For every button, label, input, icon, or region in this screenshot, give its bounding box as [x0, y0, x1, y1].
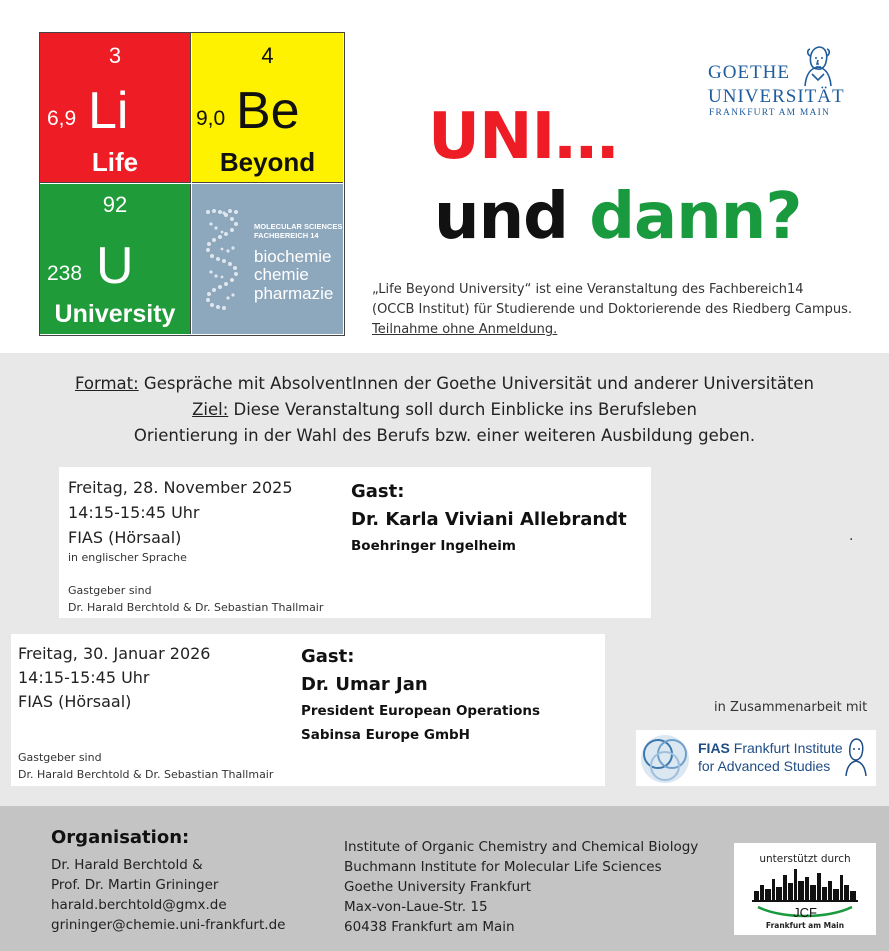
cooperation-label: in Zusammenarbeit mit — [714, 700, 868, 715]
goethe-name: GOETHE — [708, 62, 790, 83]
fias-portrait-icon — [840, 736, 872, 778]
element-symbol: Be — [236, 82, 300, 140]
registration-note: Teilnahme ohne Anmeldung. — [372, 322, 558, 337]
headline-dann: dann? — [589, 180, 802, 254]
address-line: Goethe University Frankfurt — [344, 879, 531, 895]
event-date: Freitag, 28. November 2025 — [68, 478, 293, 497]
event-place: FIAS (Hörsaal) — [68, 528, 182, 547]
element-word: University — [54, 300, 176, 328]
address-line: Institute of Organic Chemistry and Chemical Biology — [344, 839, 699, 855]
headline-und-dann — [434, 180, 801, 254]
element-cell-li — [40, 33, 191, 183]
event-time: 14:15-15:45 Uhr — [18, 668, 150, 687]
atomic-mass: 9,0 — [196, 107, 226, 130]
atomic-number: 4 — [261, 43, 274, 68]
hosts-label: Gastgeber sind — [18, 751, 102, 764]
event-date: Freitag, 30. Januar 2026 — [18, 644, 211, 663]
address-line: 60438 Frankfurt am Main — [344, 919, 515, 935]
bio-words: biochemie chemie pharmazie — [254, 247, 334, 303]
hosts-names: Dr. Harald Berchtold & Dr. Sebastian Thallmair — [18, 768, 274, 781]
atomic-number: 92 — [102, 192, 128, 217]
goethe-portrait-icon — [797, 44, 839, 88]
guest-company: Sabinsa Europe GmbH — [301, 727, 470, 743]
jcf-sponsor-logo — [734, 843, 876, 935]
organisation-line: Dr. Harald Berchtold & — [51, 857, 203, 873]
dna-helix-icon — [202, 206, 242, 311]
event-place: FIAS (Hörsaal) — [18, 692, 132, 711]
address-line: Max-von-Laue-Str. 15 — [344, 899, 488, 915]
jcf-skyline-icon — [752, 867, 858, 923]
periodic-table-logo — [39, 32, 345, 336]
guest-name: Dr. Karla Viviani Allebrandt — [351, 509, 627, 530]
element-symbol: U — [96, 237, 134, 295]
sponsor-label: unterstützt durch — [759, 853, 851, 865]
event-card — [11, 634, 605, 786]
hosts-names: Dr. Harald Berchtold & Dr. Sebastian Thallmair — [68, 601, 324, 614]
format-line — [0, 371, 889, 397]
headline-uni: UNI… — [428, 100, 618, 174]
goethe-location: FRANKFURT AM MAIN — [709, 108, 831, 118]
fias-name-line1: FIAS Frankfurt Institute — [698, 740, 843, 756]
atomic-mass: 238 — [47, 262, 83, 285]
headline-und: und — [434, 180, 568, 254]
element-symbol: Li — [88, 82, 129, 140]
intro-line: (OCCB Institut) für Studierende und Doktorierende des Riedberg Campus. — [372, 302, 853, 317]
event-card — [59, 467, 651, 618]
guest-name: Dr. Umar Jan — [301, 674, 428, 695]
format-text: Gespräche mit AbsolventInnen der Goethe Universität und anderer Universitäten — [138, 374, 815, 393]
organisation-email[interactable]: harald.berchtold@gmx.de — [51, 897, 227, 913]
biochemie-logo — [192, 184, 343, 334]
guest-affiliation: President European Operations — [301, 703, 541, 719]
institute-address — [344, 837, 698, 937]
fias-logo — [636, 730, 876, 786]
organisation-line: Prof. Dr. Martin Grininger — [51, 877, 219, 893]
sponsor-location: Frankfurt am Main — [765, 921, 845, 930]
intro-text — [372, 280, 877, 340]
format-label: Format: — [74, 374, 139, 393]
guest-affiliation: Boehringer Ingelheim — [351, 538, 516, 554]
intro-line: „Life Beyond University“ ist eine Veranstaltung des Fachbereich14 — [372, 282, 804, 297]
atomic-number: 3 — [108, 43, 122, 68]
event-time: 14:15-15:45 Uhr — [68, 503, 200, 522]
organisation-contacts — [51, 855, 285, 935]
event-language: in englischer Sprache — [68, 551, 187, 564]
format-description — [0, 371, 889, 449]
fias-name-line2: for Advanced Studies — [698, 758, 831, 774]
goal-line — [0, 397, 889, 423]
guest-label: Gast: — [351, 481, 405, 502]
organisation-title: Organisation: — [51, 827, 190, 848]
fias-logo-icon — [638, 732, 692, 786]
hosts-label: Gastgeber sind — [68, 584, 152, 597]
goal-line-2: Orientierung in der Wahl des Berufs bzw. einer weiteren Ausbildung geben. — [133, 426, 756, 445]
organisation-email[interactable]: grininger@chemie.uni-frankfurt.de — [51, 917, 286, 933]
element-cell-u — [40, 184, 191, 334]
element-word: Beyond — [219, 147, 316, 177]
address-line: Buchmann Institute for Molecular Life Sciences — [344, 859, 662, 875]
guest-label: Gast: — [301, 646, 355, 667]
jcf-logo-text: JCF — [793, 905, 817, 920]
goethe-universitaet: UNIVERSITÄT — [708, 86, 845, 107]
element-cell-be — [192, 33, 343, 183]
atomic-mass: 6,9 — [47, 107, 77, 130]
element-word: Life — [91, 147, 139, 177]
goal-text: Diese Veranstaltung soll durch Einblicke ins Berufsleben — [228, 400, 697, 419]
bio-caption: MOLECULAR SCIENCES FACHBEREICH 14 — [254, 222, 343, 240]
goal-label: Ziel: — [192, 400, 229, 419]
stray-dot: . — [849, 528, 854, 544]
